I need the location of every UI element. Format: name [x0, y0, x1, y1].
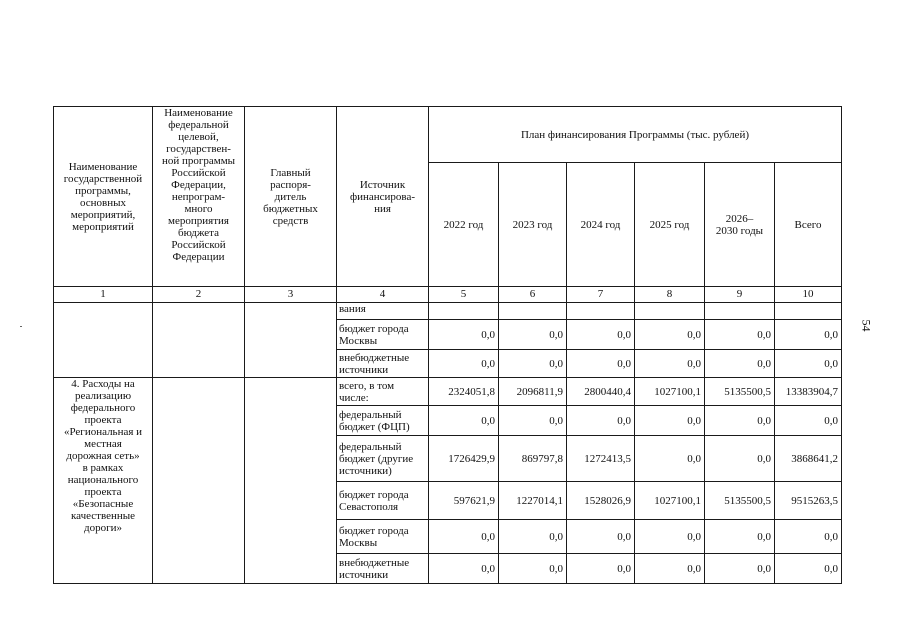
text-line: основных	[79, 196, 126, 209]
value-cell: 0,0	[705, 406, 775, 436]
column-number: 1	[54, 287, 153, 303]
value-cell: 0,0	[499, 406, 567, 436]
header-budget-manager-lines	[247, 167, 334, 227]
text-line: дороги»	[84, 522, 122, 534]
column-number: 3	[245, 287, 337, 303]
text-line: Федерации,	[171, 179, 226, 191]
value-cell	[705, 303, 775, 320]
value-cell: 3868641,2	[775, 436, 842, 482]
value-cell: 0,0	[499, 520, 567, 554]
source-cell: федеральный бюджет (ФЦП)	[337, 406, 429, 436]
value-cell: 0,0	[635, 554, 705, 584]
table-row	[54, 378, 842, 406]
header-federal-program-lines	[155, 107, 242, 263]
text-line: местная	[84, 438, 122, 450]
source-cell: внебюджетные источники	[337, 554, 429, 584]
value-cell: 0,0	[567, 554, 635, 584]
empty-cell	[153, 303, 245, 378]
value-cell: 1027100,1	[635, 378, 705, 406]
value-cell: 0,0	[705, 520, 775, 554]
value-cell: 1272413,5	[567, 436, 635, 482]
value-cell: 0,0	[635, 406, 705, 436]
value-cell: 0,0	[705, 436, 775, 482]
header-budget-manager	[245, 107, 337, 287]
text-line: национального	[67, 474, 139, 486]
header-financing-source-lines	[339, 179, 426, 215]
header-year-2025: 2025 год	[635, 163, 705, 287]
empty-cell	[245, 303, 337, 378]
column-number: 6	[499, 287, 567, 303]
text-line: Источник	[359, 178, 406, 191]
text-line: бюджетных	[263, 202, 318, 215]
value-cell: 0,0	[499, 554, 567, 584]
empty-cell	[153, 378, 245, 584]
text-line: государствен-	[166, 143, 231, 155]
value-cell: 0,0	[775, 406, 842, 436]
source-cell: бюджет города Москвы	[337, 520, 429, 554]
value-cell: 0,0	[567, 350, 635, 378]
text-line: Наименование	[164, 107, 233, 119]
value-cell	[635, 303, 705, 320]
header-financing-source	[337, 107, 429, 287]
text-line: целевой,	[178, 131, 219, 143]
text-line: 4. Расходы на	[71, 378, 135, 390]
column-number: 9	[705, 287, 775, 303]
text-line: финансирова-	[349, 190, 416, 203]
text-line: дитель	[274, 190, 307, 203]
value-cell: 0,0	[635, 520, 705, 554]
source-cell: бюджет города Москвы	[337, 320, 429, 350]
value-cell: 0,0	[635, 350, 705, 378]
scan-mark	[20, 326, 22, 327]
text-line: ния	[374, 202, 391, 215]
value-cell: 0,0	[705, 554, 775, 584]
header-year-2023: 2023 год	[499, 163, 567, 287]
text-line: государственной	[63, 172, 143, 185]
text-line: программы,	[75, 184, 131, 197]
source-cell: всего, в том числе:	[337, 378, 429, 406]
value-cell: 0,0	[635, 320, 705, 350]
value-cell: 1027100,1	[635, 482, 705, 520]
value-cell: 0,0	[429, 350, 499, 378]
column-number: 8	[635, 287, 705, 303]
value-cell: 0,0	[705, 350, 775, 378]
value-cell: 869797,8	[499, 436, 567, 482]
text-line: качественные	[70, 510, 136, 522]
text-line: распоря-	[270, 178, 311, 191]
value-cell: 0,0	[635, 436, 705, 482]
text-line: «Региональная и	[63, 426, 143, 438]
text-line: непрограм-	[171, 191, 226, 203]
text-line: Федерации	[172, 251, 225, 263]
header-plan: План финансирования Программы (тыс. рублей)	[429, 107, 842, 163]
value-cell: 0,0	[705, 320, 775, 350]
source-cell: вания	[337, 303, 429, 320]
text-line: проекта	[84, 486, 122, 498]
value-cell: 2800440,4	[567, 378, 635, 406]
text-line: реализацию	[74, 390, 132, 402]
text-line: ной программы	[161, 155, 236, 167]
value-cell: 13383904,7	[775, 378, 842, 406]
page-number: 54	[859, 319, 874, 332]
value-cell: 1528026,9	[567, 482, 635, 520]
value-cell	[499, 303, 567, 320]
text-line: дорожная сеть»	[66, 450, 140, 462]
value-cell: 0,0	[775, 520, 842, 554]
text-line: в рамках	[82, 462, 124, 474]
text-line: средств	[272, 214, 309, 227]
value-cell: 0,0	[429, 554, 499, 584]
value-cell: 2096811,9	[499, 378, 567, 406]
value-cell	[775, 303, 842, 320]
text-line: Российской	[171, 239, 226, 251]
section-title-lines	[56, 378, 150, 534]
financing-table	[53, 106, 842, 584]
text-line: федеральной	[168, 119, 229, 131]
text-line: Наименование	[68, 160, 138, 173]
source-cell: внебюджетные источники	[337, 350, 429, 378]
empty-cell	[245, 378, 337, 584]
value-cell: 0,0	[429, 520, 499, 554]
column-number: 10	[775, 287, 842, 303]
value-cell: 2324051,8	[429, 378, 499, 406]
value-cell: 5135500,5	[705, 482, 775, 520]
value-cell: 0,0	[775, 320, 842, 350]
value-cell: 0,0	[499, 350, 567, 378]
value-cell: 1227014,1	[499, 482, 567, 520]
header-federal-program	[153, 107, 245, 287]
text-line: Российской	[171, 167, 226, 179]
header-year-2024: 2024 год	[567, 163, 635, 287]
value-cell: 0,0	[567, 406, 635, 436]
column-numbers-row	[54, 287, 842, 303]
value-cell	[429, 303, 499, 320]
text-line: проекта	[84, 414, 122, 426]
header-year-2022: 2022 год	[429, 163, 499, 287]
source-cell: бюджет города Севастополя	[337, 482, 429, 520]
text-line: мероприятий	[72, 220, 134, 233]
text-line: бюджета	[177, 227, 219, 239]
text-line: федерального	[70, 402, 136, 414]
value-cell	[567, 303, 635, 320]
section-title	[54, 378, 153, 584]
value-cell: 0,0	[775, 554, 842, 584]
text-line: «Безопасные	[72, 498, 134, 510]
header-program-name-lines	[56, 161, 150, 233]
value-cell: 0,0	[499, 320, 567, 350]
column-number: 5	[429, 287, 499, 303]
text-line: мероприятий,	[70, 208, 136, 221]
text-line: Главный	[270, 166, 311, 179]
value-cell: 0,0	[429, 320, 499, 350]
column-number: 2	[153, 287, 245, 303]
value-cell: 0,0	[775, 350, 842, 378]
value-cell: 5135500,5	[705, 378, 775, 406]
table-row	[54, 303, 842, 320]
header-total: Всего	[775, 163, 842, 287]
value-cell: 0,0	[429, 406, 499, 436]
text-line: много	[184, 203, 213, 215]
value-cell: 1726429,9	[429, 436, 499, 482]
value-cell: 0,0	[567, 320, 635, 350]
text-line: мероприятия	[168, 215, 229, 227]
header-year-2026-2030: 2026– 2030 годы	[705, 163, 775, 287]
source-cell: федеральный бюджет (другие источники)	[337, 436, 429, 482]
column-number: 4	[337, 287, 429, 303]
value-cell: 597621,9	[429, 482, 499, 520]
value-cell: 9515263,5	[775, 482, 842, 520]
header-program-name	[54, 107, 153, 287]
column-number: 7	[567, 287, 635, 303]
empty-cell	[54, 303, 153, 378]
value-cell: 0,0	[567, 520, 635, 554]
